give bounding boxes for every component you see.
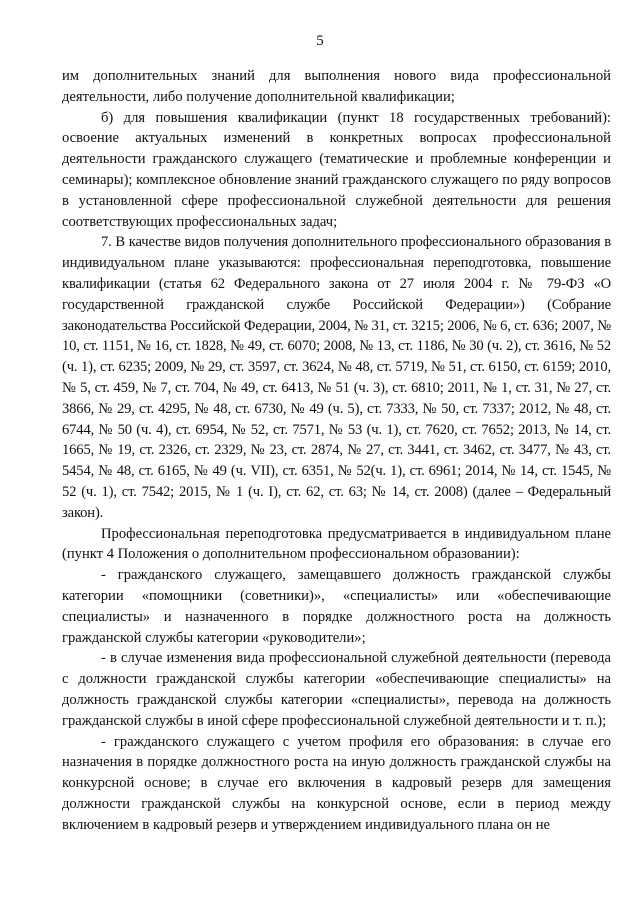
paragraph-retraining: Профессиональная переподготовка предусматривается в индивидуальном плане (пункт 4 Положения о дополнительном профессиональном образовании): bbox=[62, 525, 611, 563]
list-item-education-profile: - гражданского служащего с учетом профиля его образования: в случае его назначения в порядке должностного роста на иную должность гражданской службы на конкурсной основе; в случае его включения в кадровый резерв для замещения должности гражданской службы на конкурсной основе, если в период между включением в кадровый резерв и утверждением индивидуального плана он не bbox=[62, 733, 611, 833]
page-number: 5 bbox=[316, 33, 324, 49]
paragraph-continuation: им дополнительных знаний для выполнения нового вида профессиональной деятельности, либо получение дополнительной квалификации; bbox=[62, 68, 611, 105]
paragraph-item-7: 7. В качестве видов получения дополнительного профессионального образования в индивидуальном плане указываются: профессиональная переподготовка, повышение квалификации (статья 62 Федерального закона от 27 июля 2004 г. № 79-ФЗ «О государственной гражданской службе Российской Федерации») (Собрание законодательства Российской Федерации, 2004, № 31, ст. 3215; 2006, № 6, ст. 636; 2007, № 10, ст. 1151, № 16, ст. 1828, № 49, ст. 6070; 2008, № 13, ст. 1186, № 30 (ч. 2), ст. 3616, № 52 (ч. 1), ст. 6235; 2009, № 29, ст. 3597, ст. 3624, № 48, ст. 5719, № 51, ст. 6150, ст. 6159; 2010, № 5, ст. 459, № 7, ст. 704, № 49, ст. 6413, № 51 (ч. 3), ст. 6810; 2011, № 1, ст. 31, № 27, ст. 3866, № 29, ст. 4295, № 48, ст. 6730, № 49 (ч. 5), ст. 7333, № 50, ст. 7337; 2012, № 48, ст. 6744, № 50 (ч. 4), ст. 6954, № 52, ст. 7571, № 53 (ч. 1), ст. 7620, ст. 7652; 2013, № 14, ст. 1665, № 19, ст. 2326, ст. 2329, № 23, ст. 2874, № 27, ст. 3441, ст. 3462, ст. 3477, № 43, ст. 5454, № 48, ст. 6165, № 49 (ч. VII), ст. 6351, № 52(ч. 1), ст. 6961; 2014, № 14, ст. 1545, № 52 (ч. 1), ст. 7542; 2015, № 1 (ч. I), ст. 62, ст. 63; № 14, ст. 2008) (далее – Федеральный закон). bbox=[62, 234, 611, 521]
list-item-promotion: - гражданского служащего, замещавшего должность гражданской службы категории «помощники (советники)», «специалисты» или «обеспечивающие специалисты» и назначенного в порядке должностного роста на должность гражданской службы категории «руководители»; bbox=[62, 567, 611, 646]
paragraph-item-b: б) для повышения квалификации (пункт 18 государственных требований): освоение актуальных изменений в конкретных вопросах профессиональной деятельности гражданского служащего (тематические и проблемные конференции и семинары); комплексное обновление знаний гражданского служащего по ряду вопросов в установленной сфере профессиональной служебной деятельности для решения соответствующих профессиональных задач; bbox=[62, 109, 611, 230]
list-item-activity-change: - в случае изменения вида профессиональной служебной деятельности (перевода с должности гражданской службы категории «обеспечивающие специалисты» на должность гражданской службы категории «специалисты», перевода на должность гражданской службы в иной сфере профессиональной служебной деятельности и т. п.); bbox=[62, 650, 611, 729]
document-body bbox=[62, 66, 611, 835]
